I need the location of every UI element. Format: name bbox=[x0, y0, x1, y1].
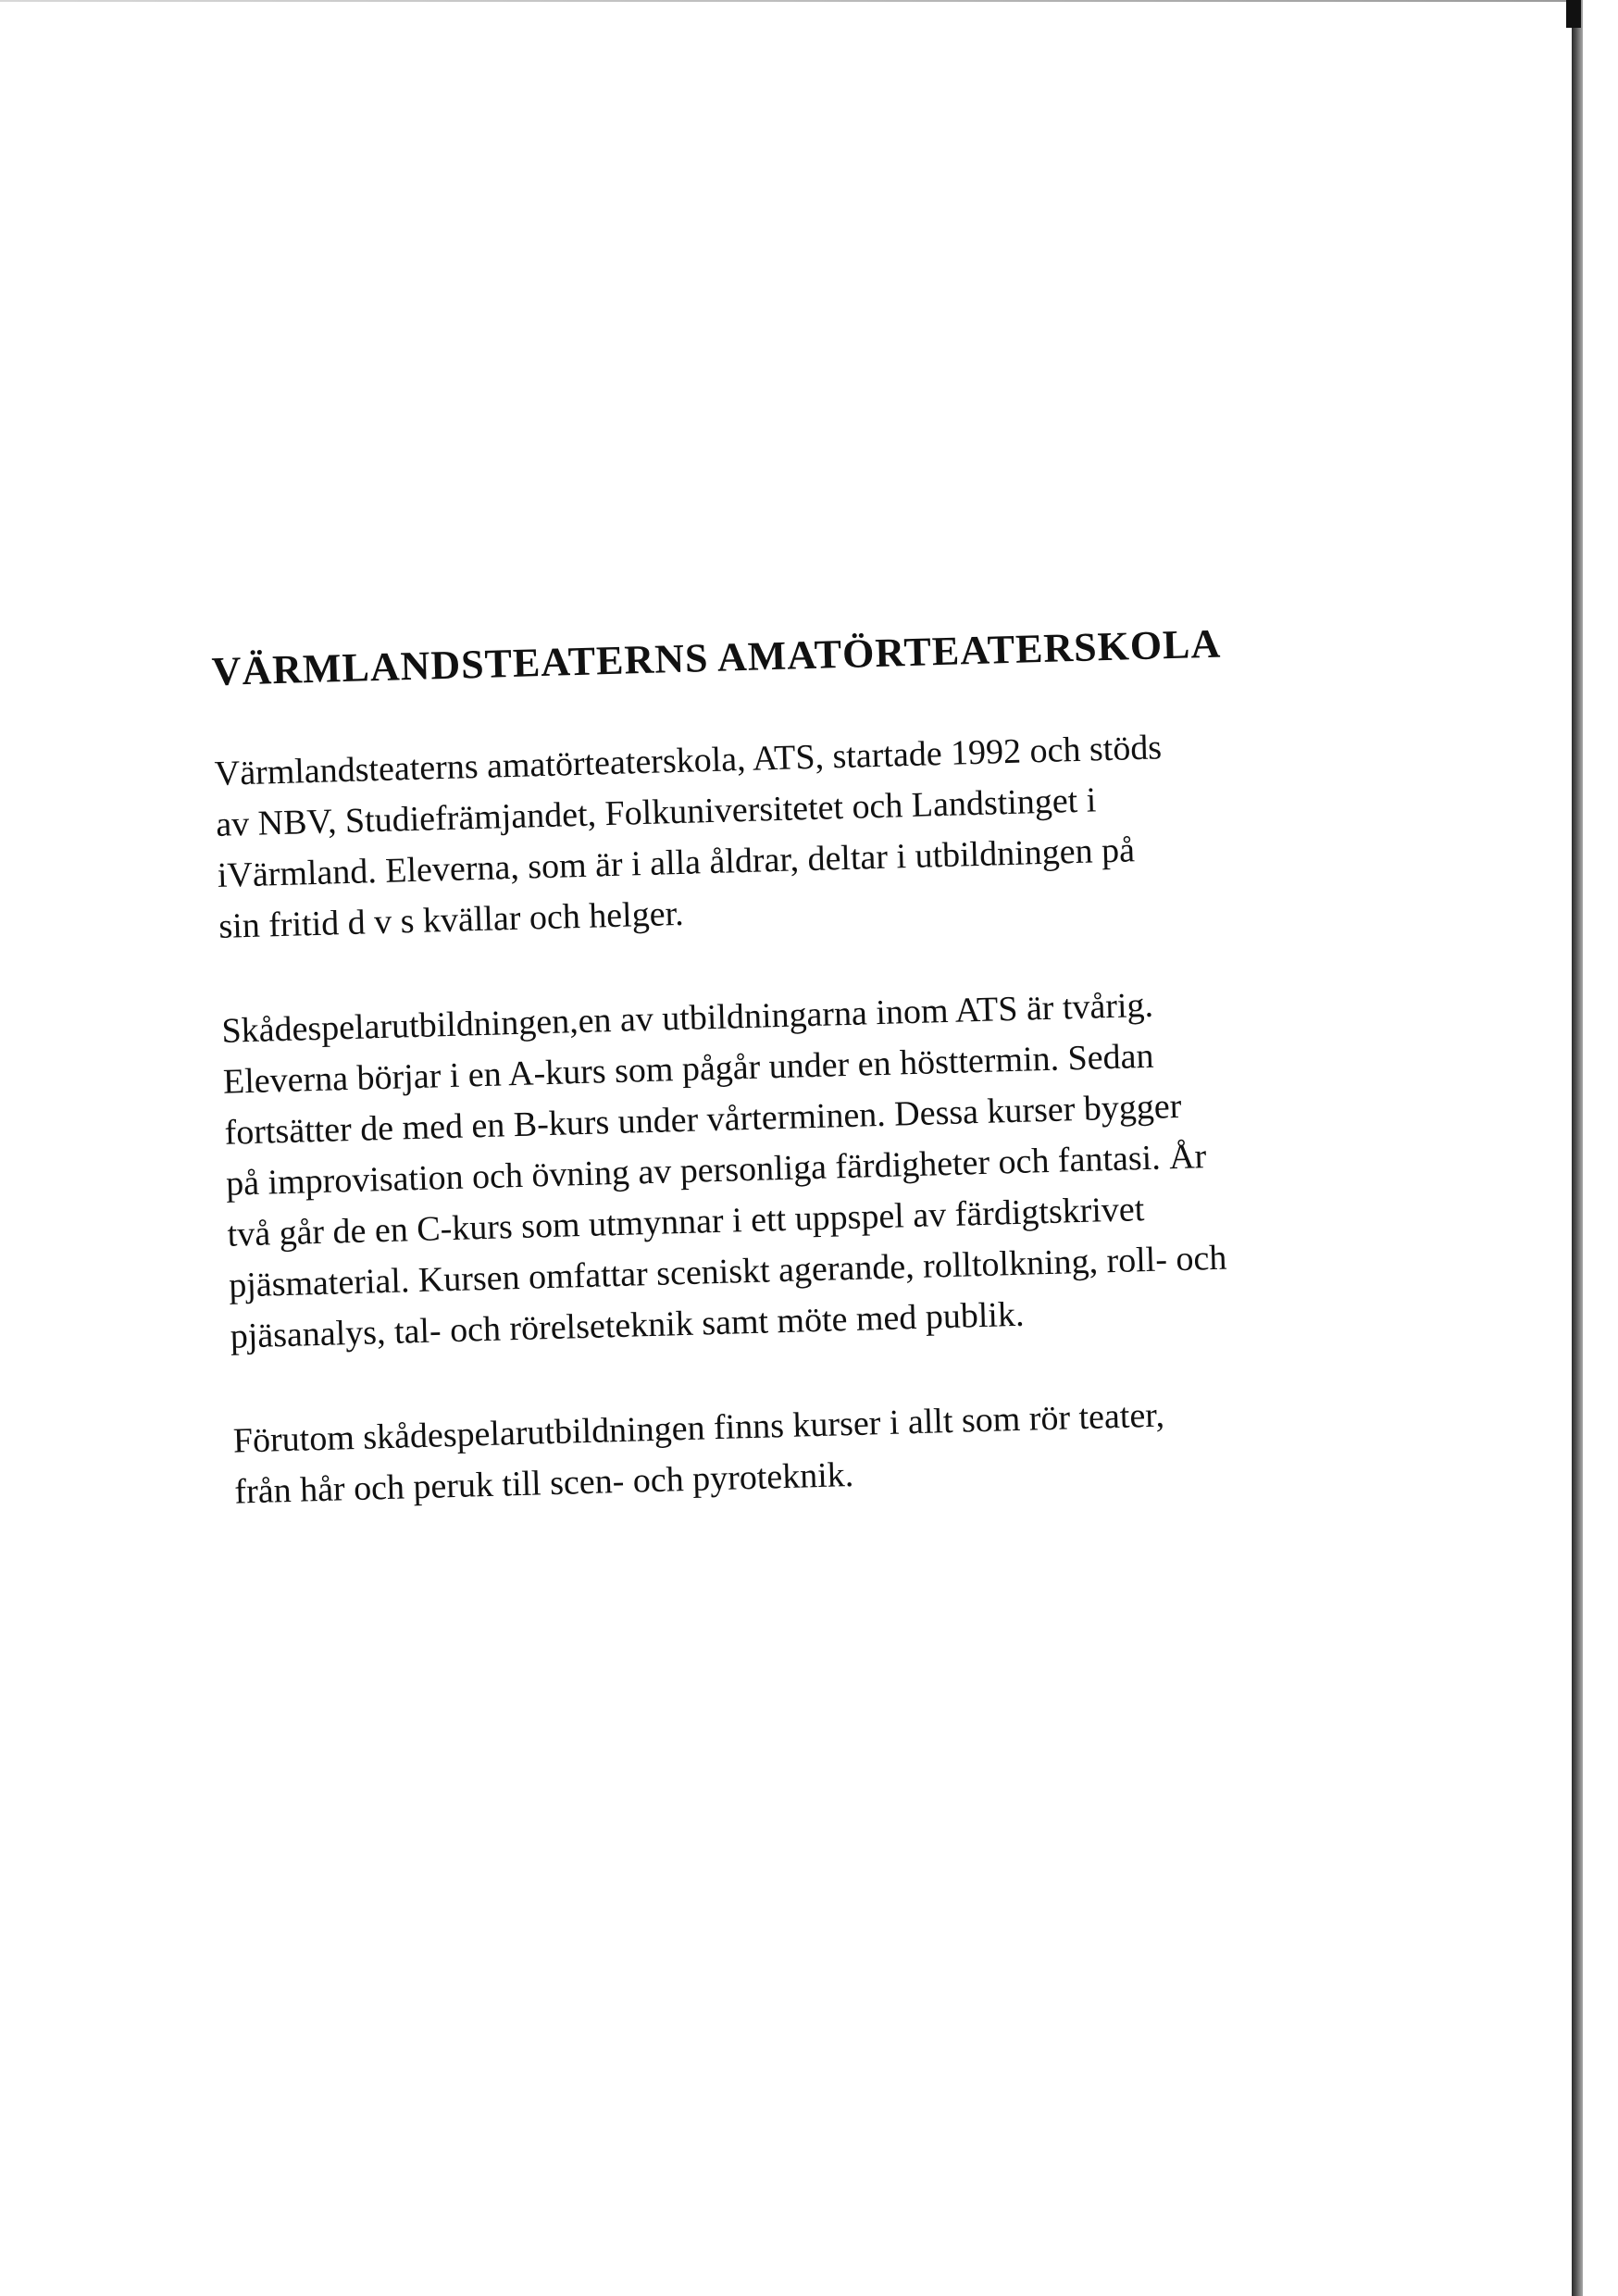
scan-right-edge bbox=[1572, 0, 1583, 2296]
text-line: Värmlandsteaterns amatörteaterskola, ATS, startade 1992 och stöds bbox=[214, 728, 1163, 793]
text-line: fortsätter de med en B-kurs under vårterminen. Dessa kurser bygger bbox=[224, 1086, 1182, 1153]
paragraph-acting-program bbox=[221, 969, 1545, 1362]
document-title: VÄRMLANDSTEATERNS AMATÖRTEATERSKOLA bbox=[211, 620, 1222, 694]
text-line: Förutom skådespelarutbildningen finns kurser i allt som rör teater, bbox=[232, 1395, 1165, 1461]
text-line: från hår och peruk till scen- och pyroteknik. bbox=[233, 1454, 854, 1512]
scan-corner-mark bbox=[1566, 0, 1581, 28]
text-line: iVärmland. Eleverna, som är i alla åldrar, deltar i utbildningen på bbox=[217, 830, 1136, 895]
paragraph-intro bbox=[214, 712, 1534, 953]
text-line: på improvisation och övning av personliga färdigheter och fantasi. År bbox=[225, 1136, 1207, 1204]
document-body bbox=[211, 611, 1550, 1571]
text-line: Skådespelarutbildningen,en av utbildningarna inom ATS är tvårig. bbox=[220, 985, 1154, 1051]
text-line: av NBV, Studiefrämjandet, Folkuniversitetet och Landstinget i bbox=[215, 780, 1097, 844]
scan-top-edge bbox=[0, 0, 1574, 2]
text-line: två går de en C-kurs som utmynnar i ett uppspel av färdigtskrivet bbox=[227, 1189, 1145, 1254]
paragraph-other-courses bbox=[232, 1379, 1550, 1518]
text-line: sin fritid d v s kvällar och helger. bbox=[218, 893, 685, 946]
text-line: pjäsmaterial. Kursen omfattar sceniskt agerande, rolltolkning, roll- och bbox=[228, 1238, 1227, 1305]
text-line: pjäsanalys, tal- och rörelseteknik samt möte med publik. bbox=[230, 1294, 1025, 1356]
text-line: Eleverna börjar i en A-kurs som pågår under en hösttermin. Sedan bbox=[222, 1036, 1154, 1102]
